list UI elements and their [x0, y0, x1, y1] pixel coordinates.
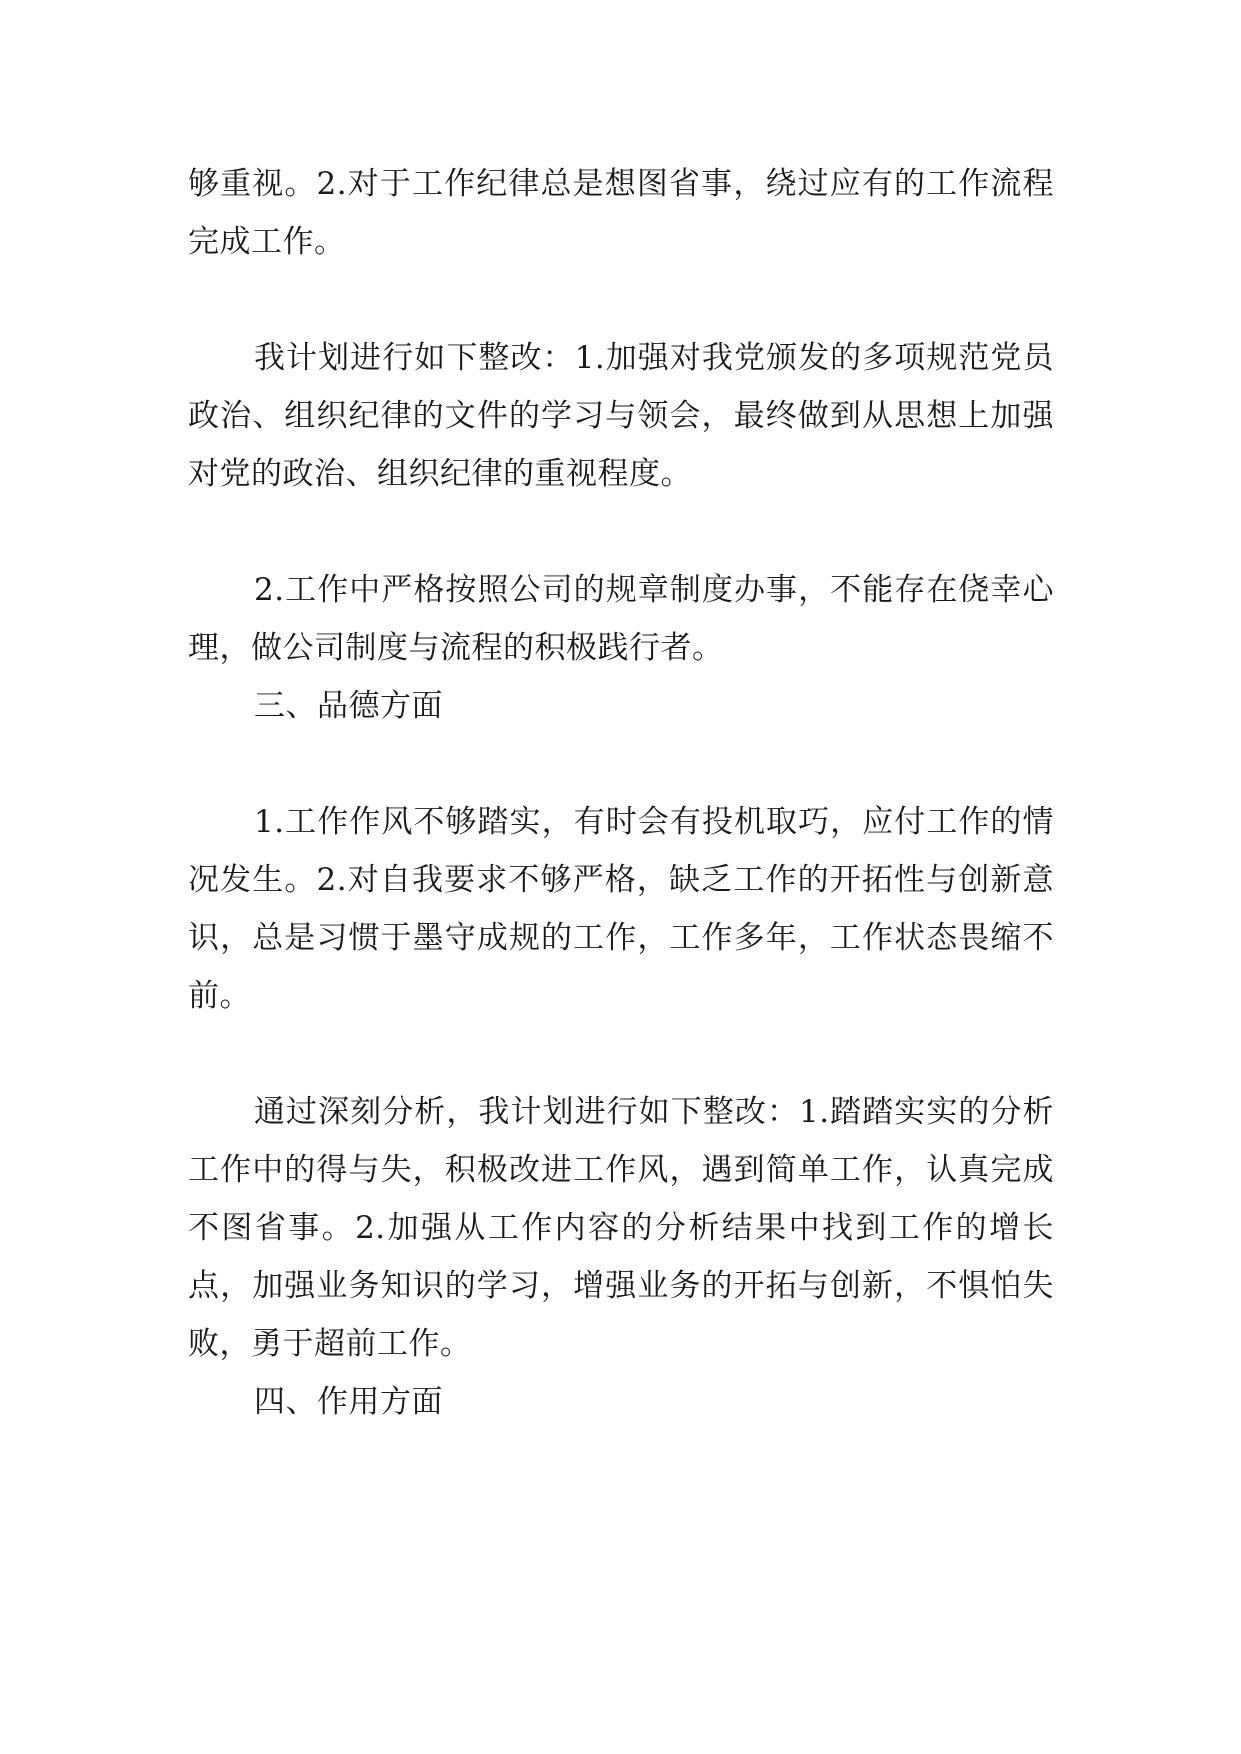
section-heading-role: 四、作用方面 — [254, 1384, 443, 1420]
paragraph-morality-plan: 通过深刻分析，我计划进行如下整改：1.踏踏实实的分析工作中的得与失，积极改进工作风，遇到简单工作，认真完成不图省事。2.加强从工作内容的分析结果中找到工作的增长点，加强业务知识的学习，增强业务的开拓与创新，不惧怕失败，勇于超前工作。 — [188, 1094, 1054, 1362]
paragraph-morality-issue: 1.工作作风不够踏实，有时会有投机取巧，应付工作的情况发生。2.对自我要求不够严格，缺乏工作的开拓性与创新意识，总是习惯于墨守成规的工作，工作多年，工作状态畏缩不前。 — [188, 804, 1054, 1014]
document-page — [188, 155, 1054, 1431]
paragraph-discipline-plan: 我计划进行如下整改：1.加强对我党颁发的多项规范党员政治、组织纪律的文件的学习与领会，最终做到从思想上加强对党的政治、组织纪律的重视程度。 — [188, 340, 1054, 492]
paragraph-discipline-plan-2: 2.工作中严格按照公司的规章制度办事，不能存在侥幸心理，做公司制度与流程的积极践行者。 — [188, 572, 1054, 666]
paragraph-discipline-issue: 够重视。2.对于工作纪律总是想图省事，绕过应有的工作流程完成工作。 — [188, 166, 1054, 260]
section-heading-morality: 三、品德方面 — [254, 688, 443, 724]
